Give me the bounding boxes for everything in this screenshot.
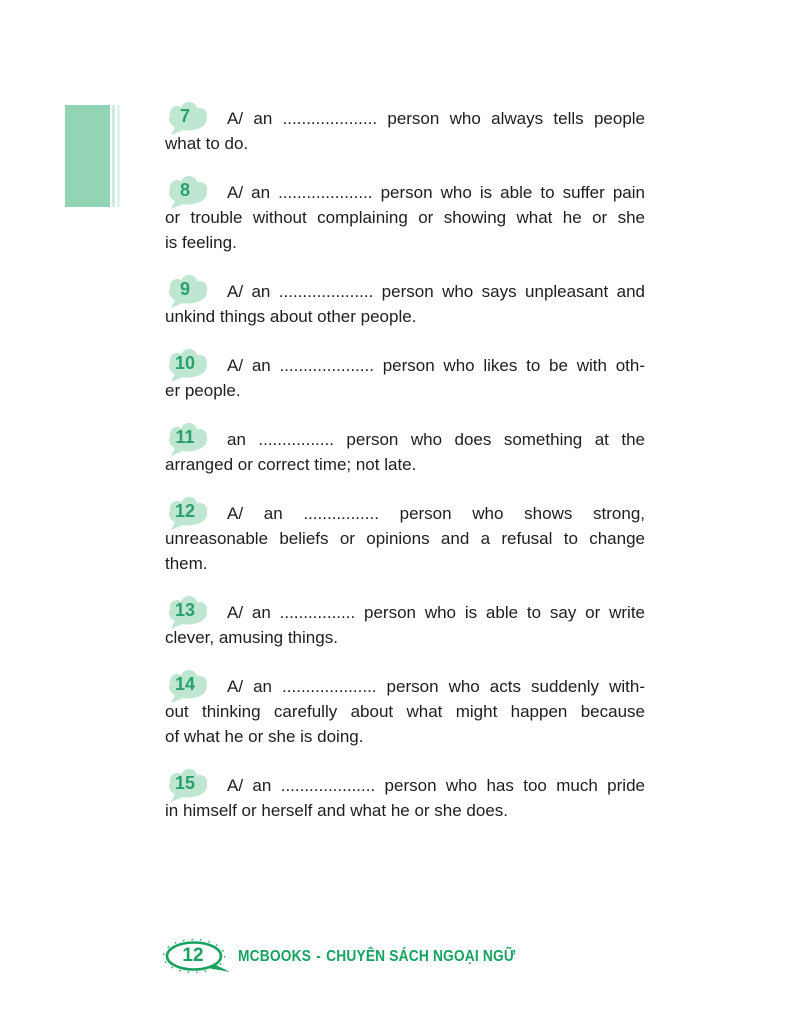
item-text-line: A/ an .................... person who acts suddenly with- — [227, 677, 645, 696]
exercise-item — [165, 600, 645, 650]
item-number: 7 — [179, 106, 190, 126]
item-number: 14 — [174, 674, 196, 694]
item-number: 13 — [174, 600, 196, 620]
item-number: 8 — [179, 180, 190, 200]
item-text-line: A/ an .................... person who has too much pride — [227, 776, 645, 795]
exercise-item — [165, 674, 645, 749]
item-number: 15 — [174, 773, 196, 793]
item-text-line: of what he or she is doing. — [165, 727, 364, 746]
page-number: 12 — [182, 945, 204, 966]
item-number-badge — [166, 102, 210, 135]
item-number-badge — [166, 670, 210, 703]
publisher-name: MCBOOKS — [238, 948, 312, 965]
exercise-item — [165, 279, 645, 329]
exercise-item — [165, 427, 645, 477]
item-number-badge — [166, 176, 210, 209]
item-text-line: er people. — [165, 381, 241, 400]
page-footer — [162, 936, 561, 978]
item-text-line: unkind things about other people. — [165, 307, 417, 326]
margin-accent-block — [65, 105, 110, 207]
margin-accent-stripe — [117, 105, 120, 207]
item-text-line: an ................ person who does something at the — [227, 430, 645, 449]
margin-accent-stripe — [112, 105, 115, 207]
item-text-line: A/ an .................... person who likes to be with oth- — [227, 356, 645, 375]
item-text-line: A/ an .................... person who is able to suffer pain — [227, 183, 645, 202]
item-number: 11 — [175, 427, 195, 447]
page-number-bubble — [162, 936, 234, 978]
item-text-line: or trouble without complaining or showing what he or she — [165, 208, 645, 227]
item-text-line: A/ an ................ person who shows strong, — [227, 504, 645, 523]
item-number-badge — [166, 497, 210, 530]
item-number: 10 — [174, 353, 196, 373]
footer-separator: - — [316, 948, 321, 965]
exercise-item — [165, 180, 645, 255]
item-text-line: arranged or correct time; not late. — [165, 455, 417, 474]
item-number: 9 — [179, 279, 190, 299]
item-number-badge — [166, 423, 210, 456]
item-text-line: them. — [165, 554, 208, 573]
item-number-badge — [166, 596, 210, 629]
publisher-line — [238, 948, 515, 966]
item-text-line: A/ an .................... person who says unpleasant and — [227, 282, 645, 301]
item-number-badge — [166, 769, 210, 802]
item-text-line: A/ an .................... person who always tells people — [227, 109, 645, 128]
item-text-line: in himself or herself and what he or she does. — [165, 801, 509, 820]
item-text-line: A/ an ................ person who is able to say or write — [227, 603, 645, 622]
item-text-line: clever, amusing things. — [165, 628, 338, 647]
exercise-item — [165, 353, 645, 403]
exercise-item — [165, 773, 645, 823]
exercise-item — [165, 106, 645, 156]
exercise-list — [165, 106, 645, 847]
item-number-badge — [166, 275, 210, 308]
footer-tagline: CHUYÊN SÁCH NGOẠI NGỮ — [326, 948, 516, 965]
exercise-item — [165, 501, 645, 576]
item-text-line: out thinking carefully about what might happen because — [165, 702, 645, 721]
item-text-line: unreasonable beliefs or opinions and a refusal to change — [165, 529, 645, 548]
item-number-badge — [166, 349, 210, 382]
item-number: 12 — [174, 501, 196, 521]
item-text-line: what to do. — [165, 134, 249, 153]
item-text-line: is feeling. — [165, 233, 237, 252]
